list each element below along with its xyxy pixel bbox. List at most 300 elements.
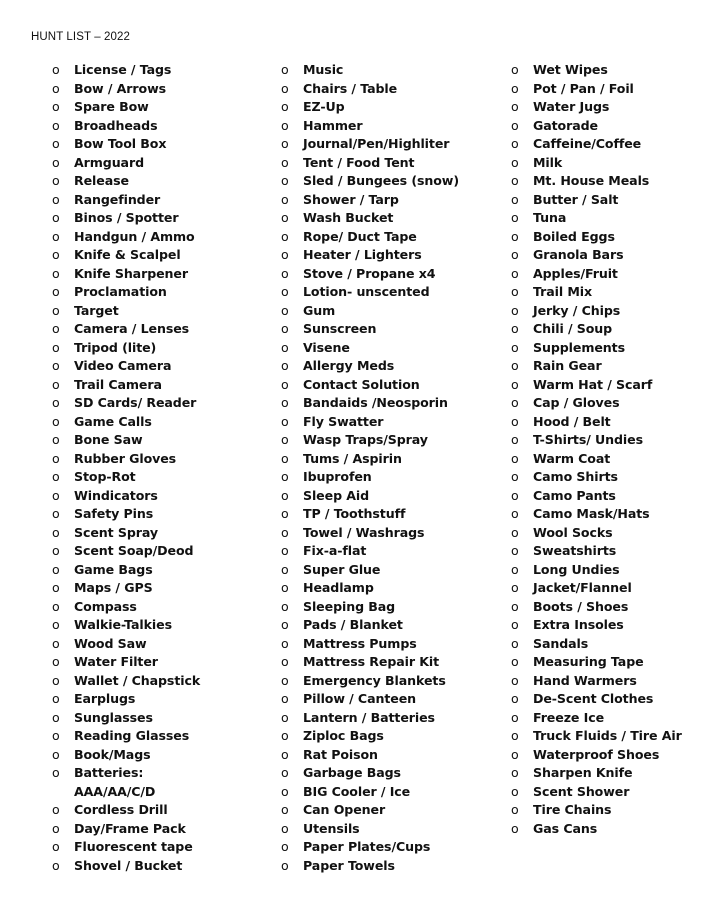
list-item-label: Sweatshirts: [533, 543, 617, 558]
list-item-label: Milk: [533, 154, 563, 170]
list-item-label: Stove / Propane x4: [303, 265, 436, 281]
list-item: [281, 302, 506, 321]
bullet-circle-icon: o: [511, 617, 519, 632]
list-item: [281, 135, 506, 154]
bullet-circle-icon: o: [281, 321, 289, 336]
bullet-circle-icon: o: [52, 469, 60, 484]
list-item: [281, 616, 506, 635]
list-item-label: Batteries: AAA/AA/C/D: [74, 765, 156, 799]
list-item-label: Game Bags: [74, 561, 153, 577]
list-item: [511, 339, 696, 358]
list-item: [511, 727, 696, 746]
list-item: [52, 117, 277, 136]
list-item: [511, 764, 696, 783]
list-item: [52, 302, 277, 321]
list-item: [511, 672, 696, 691]
list-item-label: Super Glue: [303, 561, 381, 577]
bullet-circle-icon: o: [281, 302, 289, 318]
list-item-label: Mattress Pumps: [303, 635, 417, 651]
bullet-circle-icon: o: [511, 561, 519, 577]
list-item-label: Tuna: [533, 210, 567, 225]
bullet-circle-icon: o: [281, 450, 289, 466]
bullet-circle-icon: o: [52, 302, 60, 318]
list-item: [281, 524, 506, 543]
bullet-circle-icon: o: [511, 321, 519, 336]
bullet-circle-icon: o: [511, 432, 519, 447]
list-item: [281, 61, 506, 80]
list-item-label: Handgun / Ammo: [74, 228, 195, 244]
list-item: [281, 838, 506, 857]
bullet-circle-icon: o: [511, 450, 519, 466]
list-item-label: Scent Shower: [533, 783, 630, 799]
list-item-label: TP / Toothstuff: [303, 506, 406, 521]
list-item: [281, 468, 506, 487]
list-item-label: Scent Spray: [74, 524, 158, 540]
list-item: [281, 246, 506, 265]
list-item-label: Fly Swatter: [303, 413, 384, 429]
list-item: [511, 302, 696, 321]
list-item-label: Knife Sharpener: [74, 265, 188, 281]
bullet-circle-icon: o: [281, 376, 289, 392]
list-item-label: Water Filter: [74, 654, 158, 669]
bullet-circle-icon: o: [511, 302, 519, 318]
list-item-label: T-Shirts/ Undies: [533, 432, 643, 447]
bullet-circle-icon: o: [511, 691, 519, 706]
list-item: [511, 690, 696, 709]
list-item-label: Contact Solution: [303, 376, 420, 392]
bullet-circle-icon: o: [281, 62, 289, 77]
list-item-label: Jerky / Chips: [533, 302, 621, 318]
list-item: [52, 209, 277, 228]
list-item-label: Book/Mags: [74, 746, 151, 762]
bullet-circle-icon: o: [511, 802, 519, 817]
list-item-label: Fluorescent tape: [74, 839, 193, 854]
bullet-circle-icon: o: [511, 154, 519, 170]
bullet-circle-icon: o: [511, 598, 519, 614]
list-item-label: Camo Mask/Hats: [533, 506, 650, 521]
list-item: [511, 653, 696, 672]
list-item-label: Truck Fluids / Tire Air: [533, 728, 682, 743]
list-item-label: Allergy Meds: [303, 358, 395, 373]
bullet-circle-icon: o: [511, 191, 519, 207]
bullet-circle-icon: o: [281, 339, 289, 355]
list-item: [511, 172, 696, 191]
list-item-label: Wet Wipes: [533, 62, 608, 77]
list-item: [281, 783, 506, 802]
list-item: [52, 653, 277, 672]
bullet-circle-icon: o: [281, 783, 289, 799]
list-item: [52, 672, 277, 691]
list-item: [281, 154, 506, 173]
bullet-circle-icon: o: [281, 136, 289, 151]
bullet-circle-icon: o: [281, 746, 289, 762]
list-item-label: Bandaids /Neosporin: [303, 395, 448, 410]
list-item: [52, 616, 277, 635]
list-item-label: Sleep Aid: [303, 487, 370, 503]
bullet-circle-icon: o: [511, 654, 519, 669]
bullet-circle-icon: o: [281, 99, 289, 114]
bullet-circle-icon: o: [511, 117, 519, 133]
bullet-circle-icon: o: [281, 820, 289, 836]
list-item-label: Heater / Lighters: [303, 247, 422, 262]
list-item-label: Sled / Bungees (snow): [303, 173, 459, 188]
list-item: [52, 357, 277, 376]
bullet-circle-icon: o: [281, 228, 289, 244]
list-item: [281, 635, 506, 654]
bullet-circle-icon: o: [52, 339, 60, 355]
list-item: [52, 524, 277, 543]
list-item: [281, 450, 506, 469]
list-item: [281, 339, 506, 358]
list-item: [511, 80, 696, 99]
list-item-label: Mt. House Meals: [533, 173, 650, 188]
list-item-label: Bone Saw: [74, 432, 143, 447]
bullet-circle-icon: o: [281, 839, 289, 854]
bullet-circle-icon: o: [281, 635, 289, 651]
bullet-circle-icon: o: [52, 321, 60, 336]
bullet-circle-icon: o: [281, 561, 289, 577]
bullet-circle-icon: o: [52, 62, 60, 77]
bullet-circle-icon: o: [511, 376, 519, 392]
bullet-circle-icon: o: [52, 857, 60, 873]
list-item-label: Can Opener: [303, 802, 386, 817]
list-item-label: License / Tags: [74, 62, 172, 77]
list-item-label: Wasp Traps/Spray: [303, 432, 428, 447]
list-item-label: Binos / Spotter: [74, 210, 179, 225]
bullet-circle-icon: o: [281, 709, 289, 725]
list-item: [52, 61, 277, 80]
list-item-label: De-Scent Clothes: [533, 691, 654, 706]
bullet-circle-icon: o: [511, 358, 519, 373]
bullet-circle-icon: o: [52, 450, 60, 466]
list-item-label: SD Cards/ Reader: [74, 395, 197, 410]
list-item: [52, 746, 277, 765]
list-column-1: [52, 61, 277, 875]
list-item: [52, 246, 277, 265]
bullet-circle-icon: o: [52, 543, 60, 558]
list-item-label: Video Camera: [74, 358, 172, 373]
list-item: [511, 357, 696, 376]
list-item: [511, 801, 696, 820]
list-item: [52, 172, 277, 191]
list-item-label: Wallet / Chapstick: [74, 672, 201, 688]
bullet-circle-icon: o: [52, 358, 60, 373]
list-item-label: Pot / Pan / Foil: [533, 80, 634, 96]
bullet-circle-icon: o: [52, 117, 60, 133]
list-item-label: Chili / Soup: [533, 321, 613, 336]
bullet-circle-icon: o: [511, 339, 519, 355]
list-item: [52, 598, 277, 617]
list-item-label: Tent / Food Tent: [303, 154, 415, 170]
bullet-circle-icon: o: [52, 691, 60, 706]
bullet-circle-icon: o: [511, 395, 519, 410]
list-item: [52, 320, 277, 339]
list-item-label: Pillow / Canteen: [303, 691, 417, 706]
list-item-label: Sunglasses: [74, 709, 153, 725]
list-item: [281, 320, 506, 339]
list-item-label: Music: [303, 62, 344, 77]
list-item-label: Lantern / Batteries: [303, 709, 435, 725]
bullet-circle-icon: o: [281, 284, 289, 299]
list-item: [511, 598, 696, 617]
bullet-circle-icon: o: [281, 598, 289, 614]
list-item: [52, 690, 277, 709]
list-item: [52, 838, 277, 857]
list-item-label: Lotion- unscented: [303, 284, 430, 299]
list-item: [52, 191, 277, 210]
list-item-label: Measuring Tape: [533, 654, 644, 669]
list-item: [281, 209, 506, 228]
list-item-label: Rope/ Duct Tape: [303, 228, 417, 244]
list-item: [52, 413, 277, 432]
list-item-label: Ziploc Bags: [303, 728, 384, 743]
list-item: [511, 616, 696, 635]
list-item: [281, 413, 506, 432]
list-item-label: Walkie-Talkies: [74, 617, 172, 632]
bullet-circle-icon: o: [52, 191, 60, 207]
list-item-label: Boots / Shoes: [533, 598, 629, 614]
list-item-label: Boiled Eggs: [533, 228, 615, 244]
list-item: [511, 117, 696, 136]
bullet-circle-icon: o: [281, 617, 289, 632]
list-item-label: Emergency Blankets: [303, 672, 446, 688]
bullet-circle-icon: o: [52, 228, 60, 244]
list-item: [281, 394, 506, 413]
list-item-label: Compass: [74, 598, 137, 614]
bullet-circle-icon: o: [52, 99, 60, 114]
list-item: [281, 228, 506, 247]
bullet-circle-icon: o: [511, 265, 519, 281]
bullet-circle-icon: o: [511, 709, 519, 725]
list-item-label: Shovel / Bucket: [74, 857, 183, 873]
list-item-label: Hand Warmers: [533, 672, 637, 688]
list-item-label: Sleeping Bag: [303, 598, 396, 614]
list-item: [511, 505, 696, 524]
bullet-circle-icon: o: [52, 487, 60, 503]
list-item: [281, 801, 506, 820]
list-item-label: Camera / Lenses: [74, 321, 190, 336]
list-item: [52, 727, 277, 746]
list-item-label: Bow / Arrows: [74, 80, 167, 96]
bullet-circle-icon: o: [52, 598, 60, 614]
bullet-circle-icon: o: [511, 173, 519, 188]
list-item-label: Armguard: [74, 154, 144, 170]
list-item: [52, 265, 277, 284]
bullet-circle-icon: o: [52, 154, 60, 170]
bullet-circle-icon: o: [52, 561, 60, 577]
list-item: [52, 98, 277, 117]
list-item: [281, 653, 506, 672]
bullet-circle-icon: o: [52, 802, 60, 817]
list-item-label: Camo Shirts: [533, 469, 618, 484]
list-item: [511, 542, 696, 561]
list-item-label: Proclamation: [74, 284, 167, 299]
bullet-circle-icon: o: [281, 413, 289, 429]
list-item: [511, 561, 696, 580]
list-item-label: Apples/Fruit: [533, 265, 618, 281]
list-column-2: [281, 61, 506, 875]
list-item: [52, 376, 277, 395]
list-item-label: Earplugs: [74, 691, 136, 706]
bullet-circle-icon: o: [511, 228, 519, 244]
list-item-label: Tums / Aspirin: [303, 450, 402, 466]
list-item: [511, 783, 696, 802]
list-item-label: Stop-Rot: [74, 469, 136, 484]
list-item-label: Spare Bow: [74, 99, 149, 114]
bullet-circle-icon: o: [52, 580, 60, 595]
list-item-label: Towel / Washrags: [303, 524, 425, 540]
bullet-circle-icon: o: [511, 524, 519, 540]
list-item-label: Reading Glasses: [74, 728, 190, 743]
bullet-circle-icon: o: [511, 210, 519, 225]
list-item-label: Rangefinder: [74, 191, 161, 207]
list-item: [52, 635, 277, 654]
bullet-circle-icon: o: [511, 635, 519, 651]
list-item: [511, 154, 696, 173]
list-item: [281, 561, 506, 580]
bullet-circle-icon: o: [281, 654, 289, 669]
list-item-label: Paper Towels: [303, 857, 395, 873]
bullet-circle-icon: o: [281, 543, 289, 558]
list-item: [281, 357, 506, 376]
list-item: [52, 542, 277, 561]
bullet-circle-icon: o: [511, 820, 519, 836]
list-item: [52, 394, 277, 413]
list-item: [281, 431, 506, 450]
list-item: [281, 98, 506, 117]
list-item: [511, 487, 696, 506]
list-item-label: Rubber Gloves: [74, 450, 177, 466]
bullet-circle-icon: o: [281, 80, 289, 96]
bullet-circle-icon: o: [281, 580, 289, 595]
list-item: [52, 857, 277, 876]
bullet-circle-icon: o: [52, 839, 60, 854]
list-item-label: Supplements: [533, 339, 625, 355]
bullet-circle-icon: o: [281, 765, 289, 780]
list-item-label: Hammer: [303, 117, 363, 133]
list-item-label: Sandals: [533, 635, 589, 651]
list-item-label: Ibuprofen: [303, 469, 372, 484]
list-item-label: Gum: [303, 302, 336, 318]
bullet-circle-icon: o: [511, 469, 519, 484]
bullet-circle-icon: o: [281, 802, 289, 817]
bullet-circle-icon: o: [511, 413, 519, 429]
bullet-circle-icon: o: [52, 654, 60, 669]
list-item-label: Caffeine/Coffee: [533, 136, 642, 151]
bullet-circle-icon: o: [511, 284, 519, 299]
bullet-circle-icon: o: [281, 191, 289, 207]
list-item: [52, 801, 277, 820]
bullet-circle-icon: o: [281, 154, 289, 170]
list-item: [511, 579, 696, 598]
bullet-circle-icon: o: [281, 728, 289, 743]
list-item-label: Target: [74, 302, 119, 318]
list-item-label: Gatorade: [533, 117, 598, 133]
bullet-circle-icon: o: [511, 247, 519, 262]
list-item: [281, 80, 506, 99]
bullet-circle-icon: o: [281, 358, 289, 373]
list-item: [52, 820, 277, 839]
bullet-circle-icon: o: [511, 62, 519, 77]
list-item-label: Release: [74, 173, 129, 188]
list-item-label: Scent Soap/Deod: [74, 543, 194, 558]
list-item: [511, 191, 696, 210]
list-item-label: Paper Plates/Cups: [303, 839, 431, 854]
list-item: [281, 690, 506, 709]
list-item-label: Freeze Ice: [533, 709, 605, 725]
bullet-circle-icon: o: [52, 136, 60, 151]
bullet-circle-icon: o: [52, 210, 60, 225]
list-item-label: Game Calls: [74, 413, 152, 429]
bullet-circle-icon: o: [52, 413, 60, 429]
bullet-circle-icon: o: [281, 173, 289, 188]
bullet-circle-icon: o: [52, 728, 60, 743]
bullet-circle-icon: o: [52, 284, 60, 299]
bullet-circle-icon: o: [52, 524, 60, 540]
list-item-label: Rat Poison: [303, 746, 378, 762]
list-item: [281, 117, 506, 136]
list-item-label: Maps / GPS: [74, 580, 153, 595]
list-item-label: Chairs / Table: [303, 80, 398, 96]
list-item: [511, 320, 696, 339]
bullet-circle-icon: o: [281, 247, 289, 262]
list-item-label: Journal/Pen/Highliter: [303, 136, 450, 151]
list-item: [281, 727, 506, 746]
bullet-circle-icon: o: [52, 746, 60, 762]
list-item: [281, 764, 506, 783]
bullet-circle-icon: o: [511, 728, 519, 743]
list-item-label: Extra Insoles: [533, 617, 624, 632]
list-item: [281, 265, 506, 284]
list-item-label: Camo Pants: [533, 487, 616, 503]
list-item: [52, 135, 277, 154]
list-item-label: Wood Saw: [74, 635, 147, 651]
bullet-circle-icon: o: [281, 469, 289, 484]
list-item: [52, 561, 277, 580]
bullet-circle-icon: o: [52, 395, 60, 410]
list-item-label: Trail Mix: [533, 284, 593, 299]
list-item-label: Wash Bucket: [303, 210, 394, 225]
list-item-label: Broadheads: [74, 117, 158, 133]
list-item: [52, 228, 277, 247]
list-item: [281, 820, 506, 839]
bullet-circle-icon: o: [511, 746, 519, 762]
list-item-label: Shower / Tarp: [303, 191, 399, 207]
list-item-label: Utensils: [303, 820, 360, 836]
list-item: [511, 413, 696, 432]
list-item-label: Wool Socks: [533, 524, 613, 540]
bullet-circle-icon: o: [511, 506, 519, 521]
list-item: [511, 246, 696, 265]
list-item: [281, 542, 506, 561]
list-item-label: Pads / Blanket: [303, 617, 403, 632]
list-item-label: Bow Tool Box: [74, 136, 167, 151]
list-item-label: Mattress Repair Kit: [303, 654, 440, 669]
list-item: [281, 672, 506, 691]
list-item: [281, 376, 506, 395]
list-item: [52, 154, 277, 173]
list-item-label: Garbage Bags: [303, 765, 401, 780]
list-item: [511, 98, 696, 117]
list-item: [52, 709, 277, 728]
list-item-label: Day/Frame Pack: [74, 820, 186, 836]
bullet-circle-icon: o: [52, 376, 60, 392]
bullet-circle-icon: o: [281, 265, 289, 281]
bullet-circle-icon: o: [511, 783, 519, 799]
bullet-circle-icon: o: [281, 857, 289, 873]
bullet-circle-icon: o: [511, 543, 519, 558]
list-item: [511, 265, 696, 284]
